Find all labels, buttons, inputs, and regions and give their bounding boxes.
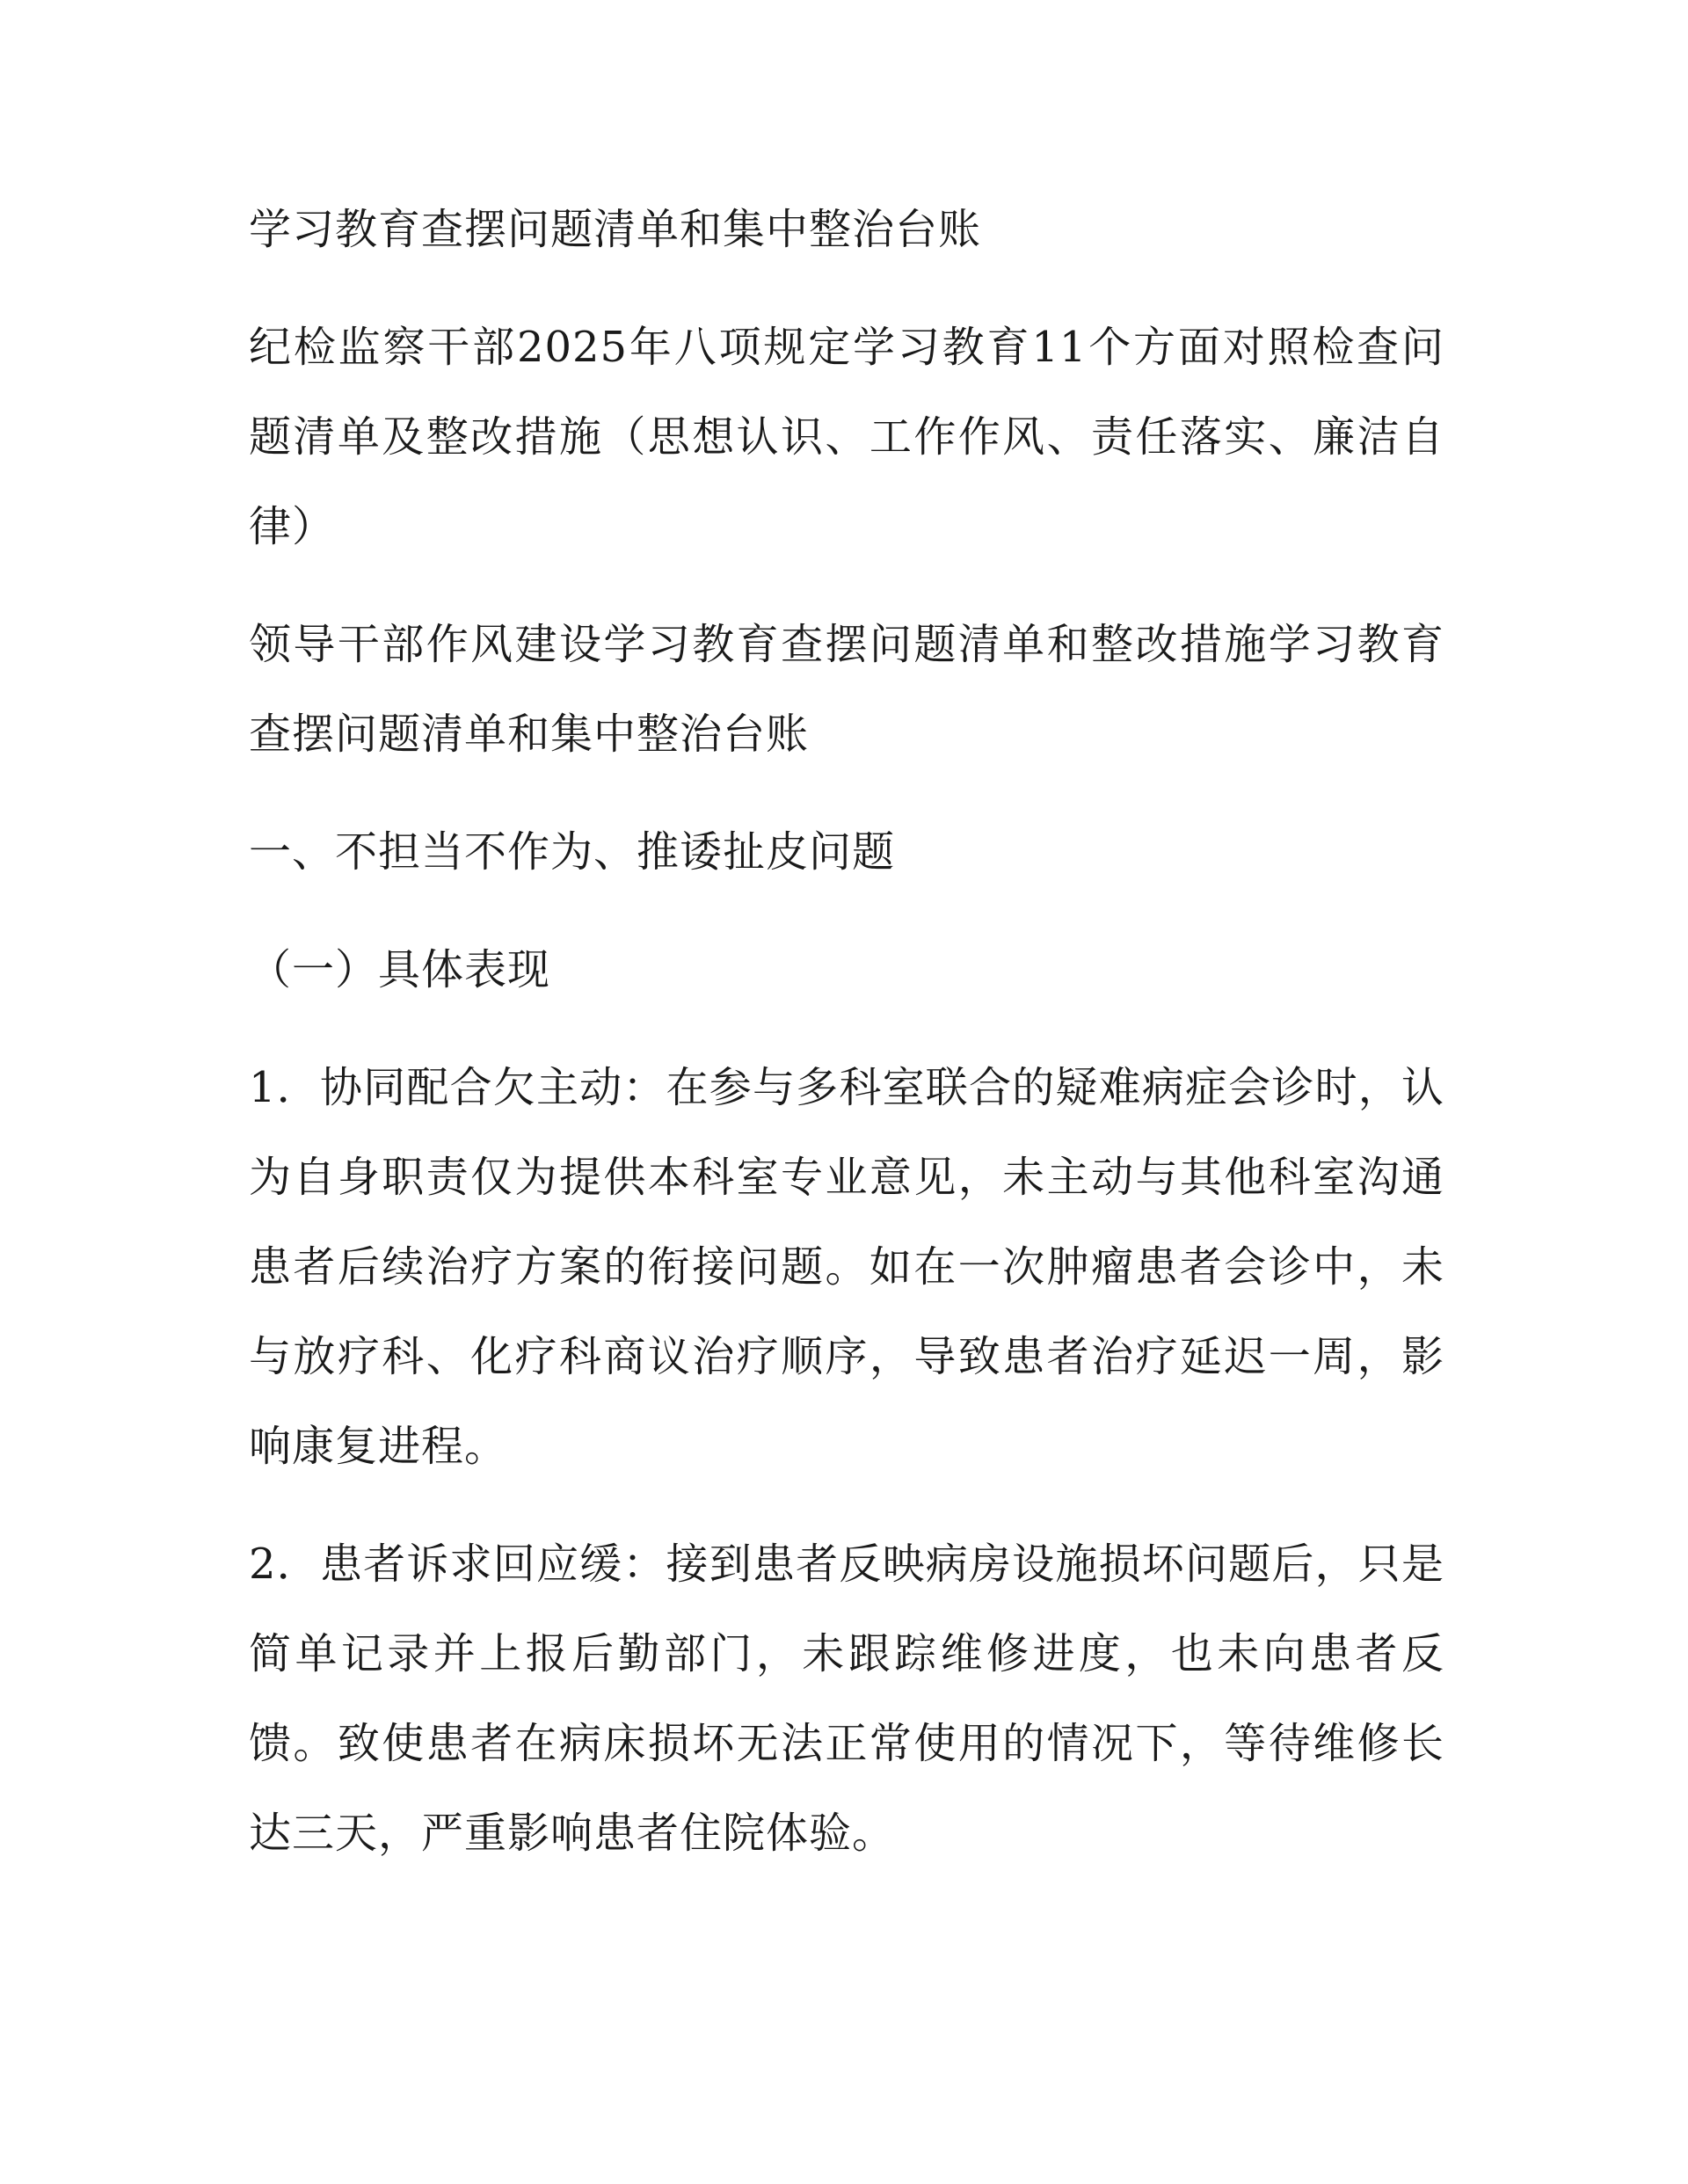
subsection-heading: （一）具体表现: [249, 945, 551, 994]
body-paragraph-1: 1．协同配合欠主动：在参与多科室联合的疑难病症会诊时，认为自身职责仅为提供本科室专业意见，未主动与其他科室沟通患者后续治疗方案的衔接问题。如在一次肿瘤患者会诊中，未与放疗科、化疗科商议治疗顺序，导致患者治疗延迟一周，影响康复进程。: [249, 1063, 1444, 1471]
section-heading: 一、不担当不作为、推诿扯皮问题: [249, 827, 896, 877]
body-paragraph-2: 2．患者诉求回应缓：接到患者反映病房设施损坏问题后，只是简单记录并上报后勤部门，未跟踪维修进度，也未向患者反馈。致使患者在病床损坏无法正常使用的情况下，等待维修长达三天，严重影响患者住院体验。: [249, 1540, 1444, 1858]
document-title: 学习教育查摆问题清单和集中整治台账: [249, 205, 982, 254]
document-subtitle-1: 纪检监察干部2025年八项规定学习教育11个方面对照检查问题清单及整改措施（思想认识、工作作风、责任落实、廉洁自律）: [249, 323, 1444, 551]
document-subtitle-2: 领导干部作风建设学习教育查摆问题清单和整改措施学习教育查摆问题清单和集中整治台账: [249, 620, 1444, 759]
document-page: [249, 185, 1444, 1906]
